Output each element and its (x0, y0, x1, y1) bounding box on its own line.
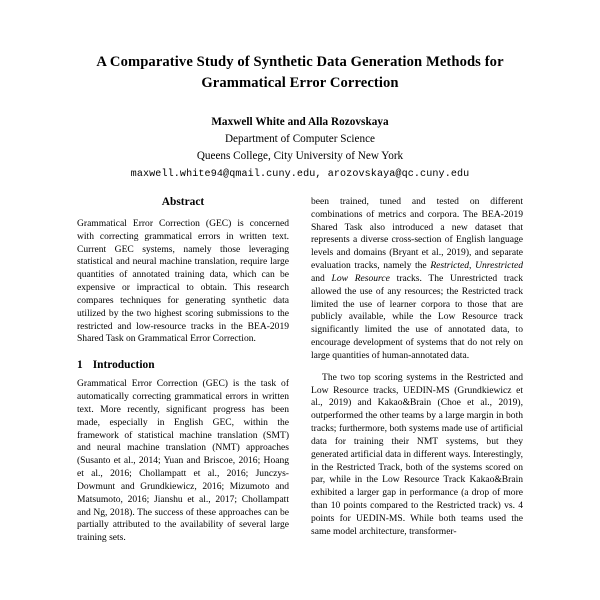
department-line: Department of Computer Science (224, 133, 376, 146)
page-title: A Comparative Study of Synthetic Data Generation Methods for Grammatical Error Correction (96, 54, 504, 91)
section-heading-introduction (77, 359, 289, 371)
section-title: Introduction (92, 359, 155, 372)
right-column-paragraph-1 (311, 196, 523, 363)
author-block (0, 115, 600, 182)
term-low-resource: Low Resource (331, 272, 390, 284)
left-column (77, 196, 289, 600)
para1-segment-3: and (311, 272, 332, 284)
title-block (0, 0, 600, 182)
term-restricted: Restricted (430, 260, 470, 272)
abstract-text: Grammatical Error Correction (GEC) is concerned with correcting grammatical errors in written text. Current GEC systems, namely those leveraging statistical and neural machine translation, require large quantities of annotated training data, which can be expensive or impractical to obtain. This research compares techniques for generating synthetic data utilized by the two highest scoring submissions to the restricted and low-resource tracks in the BEA-2019 Shared Task on Grammatical Error Correction. (77, 218, 289, 345)
author-emails: maxwell.white94@qmail.cuny.edu, arozovskaya@qc.cuny.edu (130, 169, 470, 181)
two-column-body (0, 196, 600, 600)
right-column (311, 196, 523, 600)
para1-segment-4: tracks. The Unrestricted track allowed the use of any resources; the Restricted track limited the use of learner corpora to those that are publicly available, while the Low Resource track significantly limited the use of annotated data, to encourage development of systems that do not rely on large quantities of human-annotated data. (311, 272, 523, 361)
abstract-heading: Abstract (161, 196, 205, 208)
para1-segment-2: , (469, 260, 476, 272)
introduction-paragraph: Grammatical Error Correction (GEC) is the task of automatically correcting grammatical errors in written text. More recently, significant progress has been made, especially in English GEC, within the framework of statistical machine translation (SMT) and neural machine translation (NMT) approaches (Susanto et al., 2014; Yuan and Briscoe, 2016; Hoang et al., 2016; Chollampatt et al., 2016; Junczys-Dowmunt and Grundkiewicz, 2016; Mizumoto and Matsumoto, 2016; Jianshu et al., 2017; Chollampatt and Ng, 2018). The success of these approaches can be partially attributed to the availability of several large training sets. (77, 378, 289, 544)
institution-line: Queens College, City University of New York (196, 150, 404, 163)
right-column-paragraph-2: The two top scoring systems in the Restricted and Low Resource tracks, UEDIN-MS (Grundkiewicz et al., 2019) and Kakao&Brain (Choe et al., 2019), outperformed the other teams by a large margin in both tracks; furthermore, both systems made use of artificial data for training their NMT systems, but they generated artificial data in different ways. Interestingly, in the Restricted Track, both of the systems scored on par, while in the Low Resource Track Kakao&Brain exhibited a larger gap in performance (a drop of more than 10 points compared to the Restricted track) vs. 4 points for UEDIN-MS. While both teams used the same model architecture, transformer- (311, 371, 523, 537)
author-names: Maxwell White and Alla Rozovskaya (211, 116, 389, 129)
section-number: 1 (77, 359, 83, 372)
para1-segment-1: been trained, tuned and tested on different combinations of metrics and corpora. The BEA-2019 Shared Task also introduced a new dataset that represents a diverse cross-section of English language levels and domains (Bryant et al., 2019), and separate evaluation tracks, namely the (311, 196, 523, 272)
term-unrestricted: Unrestricted (475, 260, 523, 272)
